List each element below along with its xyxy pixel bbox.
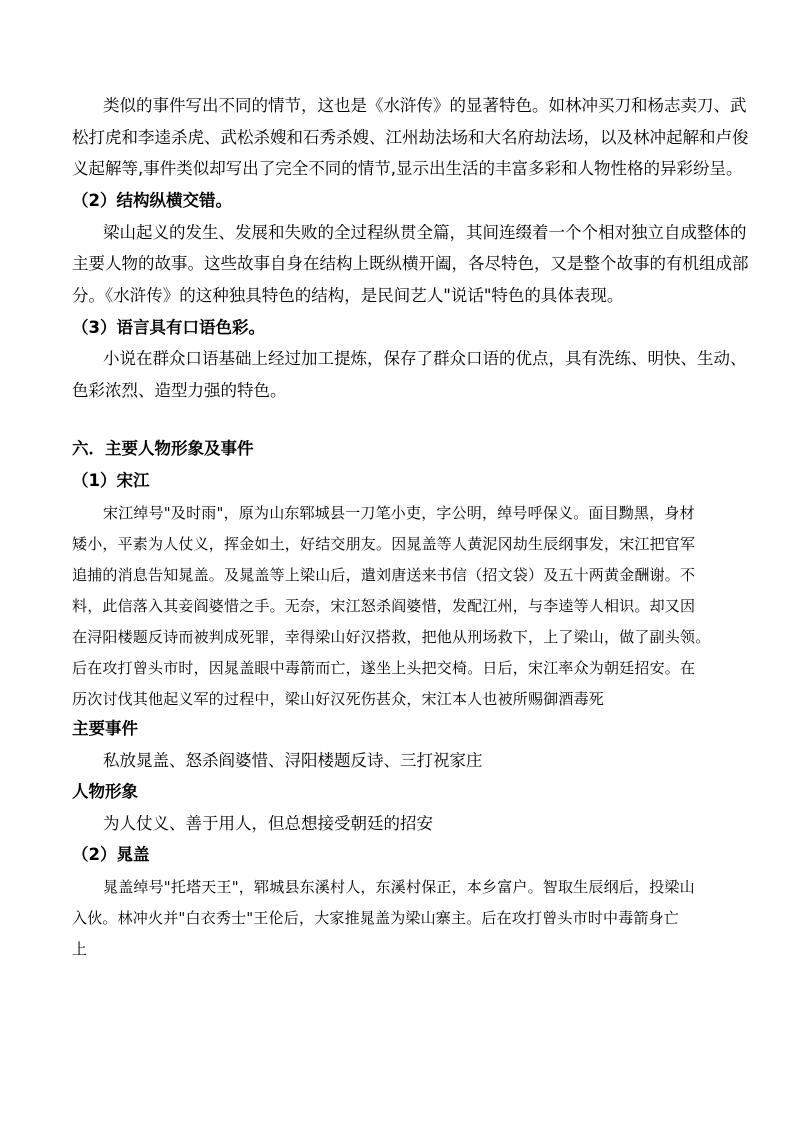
intro-line-1: 类似的事件写出不同的情节，这也是《水浒传》的显著特色。如林冲买刀和杨志卖刀、武 [103,96,747,115]
songjiang-bio-line-5: 在浔阳楼题反诗而被判成死罪，幸得梁山好汉搭救，把他从刑场救下，上了梁山，做了副头领。 [72,628,711,646]
chaogai-bio-line-2: 入伙。林冲火并"白衣秀士"王伦后，大家推晁盖为梁山寨主。后在攻打曾头市时中毒箭身亡 [72,909,680,927]
songjiang-events: 私放晁盖、怒杀阎婆惜、浔阳楼题反诗、三打祝家庄 [103,751,483,770]
songjiang-bio-line-4: 料，此信落入其妾阎婆惜之手。无奈，宋江怒杀阎婆惜，发配江州，与李逵等人相识。却又因 [72,597,696,615]
chaogai-bio-line-3: 上 [72,940,88,958]
songjiang-bio-line-3: 追捕的消息告知晁盖。及晁盖等上梁山后，遣刘唐送来书信（招文袋）及五十两黄金酬谢。不 [72,566,696,584]
songjiang-image-label: 人物形象 [72,782,138,801]
point2-line-2: 主要人物的故事。这些故事自身在结构上既纵横开阖，各尽特色，又是整个故事的有机组成部 [72,254,749,273]
songjiang-bio-line-1: 宋江绰号"及时雨"，原为山东郓城县一刀笔小吏，字公明，绰号呼保义。面目黝黑，身材 [103,504,695,522]
point2-heading: （2）结构纵横交错。 [72,191,232,210]
chaogai-bio-line-1: 晁盖绰号"托塔天王"，郓城县东溪村人，东溪村保正，本乡富户。智取生辰纲后，投梁山 [103,878,695,896]
point2-line-1: 梁山起义的发生、发展和失败的全过程纵贯全篇，其间连缀着一个个相对独立自成整体的 [103,223,747,242]
chaogai-heading: （2）晁盖 [72,845,150,864]
intro-line-2: 松打虎和李逵杀虎、武松杀嫂和石秀杀嫂、江州劫法场和大名府劫法场，以及林冲起解和卢俊 [72,128,749,147]
songjiang-bio-line-2: 矮小，平素为人仗义，挥金如土，好结交朋友。因晁盖等人黄泥冈劫生辰纲事发，宋江把官军 [72,535,696,553]
intro-line-3: 义起解等,事件类似却写出了完全不同的情节,显示出生活的丰富多彩和人物性格的异彩纷呈。 [72,159,743,178]
point3-heading: （3）语言具有口语色彩。 [72,318,265,337]
songjiang-events-label: 主要事件 [72,719,138,738]
songjiang-heading: （1）宋江 [72,471,150,490]
songjiang-image: 为人仗义、善于用人，但总想接受朝廷的招安 [103,814,433,833]
point3-line-2: 色彩浓烈、造型力强的特色。 [72,381,287,400]
section6-heading: 六．主要人物形象及事件 [72,439,254,458]
songjiang-bio-line-6: 后在攻打曾头市时，因晁盖眼中毒箭而亡，遂坐上头把交椅。日后，宋江率众为朝廷招安。在 [72,659,696,677]
point2-line-3: 分。《水浒传》的这种独具特色的结构，是民间艺人"说话"特色的具体表现。 [72,286,624,305]
point3-line-1: 小说在群众口语基础上经过加工提炼，保存了群众口语的优点，具有洗练、明快、生动、 [103,349,747,368]
songjiang-bio-line-7: 历次讨伐其他起义军的过程中，梁山好汉死伤甚众，宋江本人也被所赐御酒毒死 [72,690,605,708]
